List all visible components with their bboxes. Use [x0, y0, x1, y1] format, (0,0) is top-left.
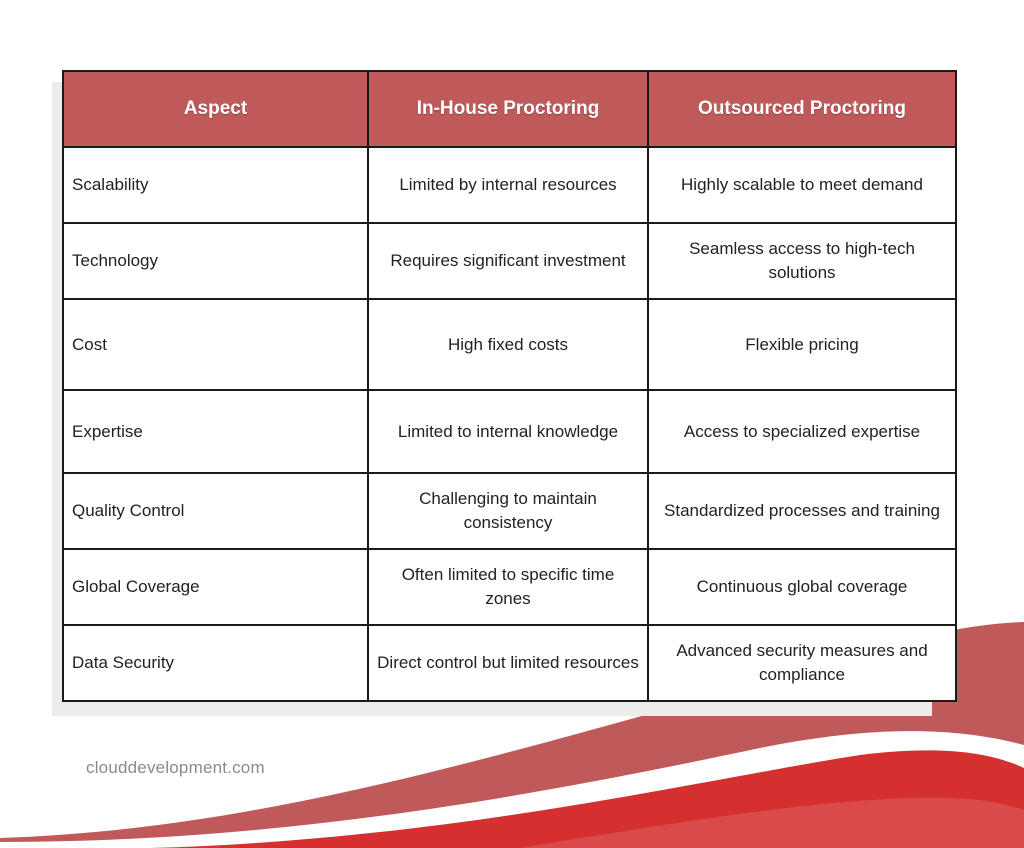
header-in-house: In-House Proctoring	[368, 71, 648, 147]
cell-in-house: Direct control but limited resources	[368, 625, 648, 701]
comparison-table	[62, 70, 957, 702]
cell-aspect: Data Security	[63, 625, 368, 701]
cell-outsourced: Seamless access to high-tech solutions	[648, 223, 956, 299]
cell-in-house: Requires significant investment	[368, 223, 648, 299]
cell-aspect: Expertise	[63, 390, 368, 473]
cell-in-house: Limited to internal knowledge	[368, 390, 648, 473]
cell-outsourced: Continuous global coverage	[648, 549, 956, 625]
table-row	[63, 147, 956, 223]
cell-aspect: Cost	[63, 299, 368, 390]
cell-outsourced: Flexible pricing	[648, 299, 956, 390]
header-outsourced: Outsourced Proctoring	[648, 71, 956, 147]
table-row	[63, 473, 956, 549]
table-row	[63, 223, 956, 299]
cell-aspect: Quality Control	[63, 473, 368, 549]
cell-in-house: Limited by internal resources	[368, 147, 648, 223]
table-row	[63, 549, 956, 625]
table-row	[63, 625, 956, 701]
cell-aspect: Technology	[63, 223, 368, 299]
cell-aspect: Scalability	[63, 147, 368, 223]
cell-aspect: Global Coverage	[63, 549, 368, 625]
table-row	[63, 299, 956, 390]
cell-in-house: Often limited to specific time zones	[368, 549, 648, 625]
cell-in-house: High fixed costs	[368, 299, 648, 390]
cell-outsourced: Highly scalable to meet demand	[648, 147, 956, 223]
table-row	[63, 390, 956, 473]
site-url: clouddevelopment.com	[86, 758, 265, 777]
cell-outsourced: Standardized processes and training	[648, 473, 956, 549]
cell-outsourced: Access to specialized expertise	[648, 390, 956, 473]
header-aspect: Aspect	[63, 71, 368, 147]
cell-in-house: Challenging to maintain consistency	[368, 473, 648, 549]
header-row	[63, 71, 956, 147]
cell-outsourced: Advanced security measures and compliance	[648, 625, 956, 701]
